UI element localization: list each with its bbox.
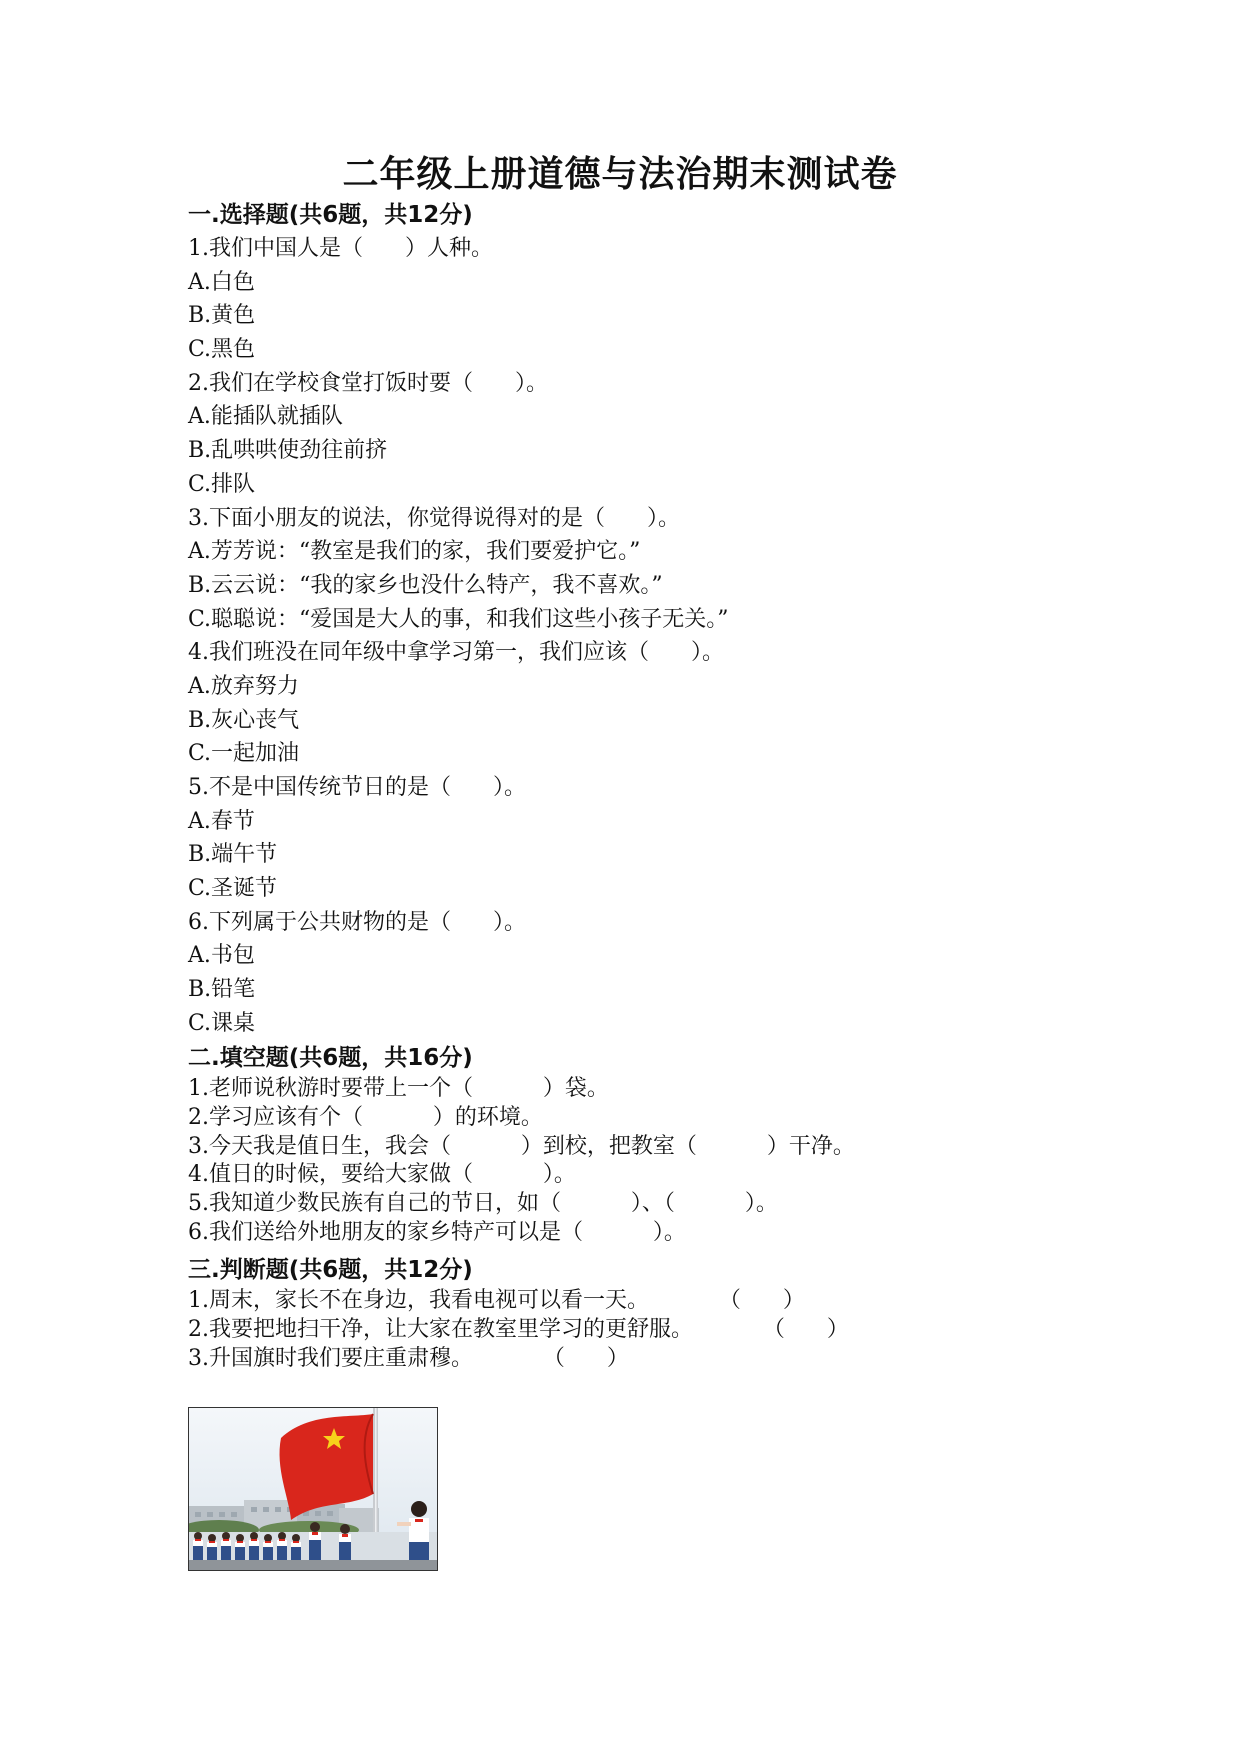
flag-raising-photo xyxy=(188,1407,438,1571)
option-line: B.灰心丧气 xyxy=(188,707,300,733)
option-line: B.乱哄哄使劲往前挤 xyxy=(188,438,388,464)
section-heading: 二.填空题(共6题，共16分) xyxy=(188,1045,473,1071)
option-line: C.排队 xyxy=(188,471,256,497)
option-line: C.黑色 xyxy=(188,337,256,363)
question-line: 1.老师说秋游时要带上一个（ ）袋。 xyxy=(188,1076,609,1101)
option-line: B.黄色 xyxy=(188,303,256,329)
section-true-false xyxy=(188,1253,1188,1373)
question-line: 6.下列属于公共财物的是（ ）。 xyxy=(188,909,526,935)
option-line: C.聪聪说：“爱国是大人的事，和我们这些小孩子无关。” xyxy=(188,606,729,632)
question-line: 3.升国旗时我们要庄重肃穆。 （ ） xyxy=(188,1345,629,1371)
option-line: C.一起加油 xyxy=(188,741,300,767)
question-line: 3.今天我是值日生，我会（ ）到校，把教室（ ）干净。 xyxy=(188,1133,855,1159)
flag-raising-illustration xyxy=(189,1408,437,1570)
question-line: 5.不是中国传统节日的是（ ）。 xyxy=(188,775,526,800)
question-line: 6.我们送给外地朋友的家乡特产可以是（ ）。 xyxy=(188,1219,686,1245)
question-line: 2.我们在学校食堂打饭时要（ ）。 xyxy=(188,370,548,396)
option-line: A.春节 xyxy=(188,808,255,834)
section-fill-in-blank xyxy=(188,1041,1188,1248)
exam-title: 二年级上册道德与法治期末测试卷 xyxy=(342,154,898,195)
option-line: B.端午节 xyxy=(188,842,278,868)
question-line: 1.我们中国人是（ ）人种。 xyxy=(188,236,493,261)
question-line: 2.我要把地扫干净，让大家在教室里学习的更舒服。 （ ） xyxy=(188,1316,849,1342)
section-heading: 一.选择题(共6题，共12分) xyxy=(188,202,473,228)
option-line: A.书包 xyxy=(188,943,255,969)
question-line: 4.我们班没在同年级中拿学习第一，我们应该（ ）。 xyxy=(188,640,724,666)
option-line: A.芳芳说：“教室是我们的家，我们要爱护它。” xyxy=(188,539,641,565)
section-multiple-choice xyxy=(188,198,1188,1041)
question-line: 2.学习应该有个（ ）的环境。 xyxy=(188,1104,543,1130)
option-line: A.放弃努力 xyxy=(188,673,299,699)
question-line: 5.我知道少数民族有自己的节日，如（ ）、（ ）。 xyxy=(188,1191,778,1217)
option-line: A.白色 xyxy=(188,269,255,295)
question-line: 3.下面小朋友的说法，你觉得说得对的是（ ）。 xyxy=(188,505,680,531)
option-line: C.课桌 xyxy=(188,1010,256,1036)
option-line: B.铅笔 xyxy=(188,977,256,1003)
question-line: 4.值日的时候，要给大家做（ ）。 xyxy=(188,1162,576,1188)
question-line: 1.周末，家长不在身边，我看电视可以看一天。 （ ） xyxy=(188,1288,805,1313)
option-line: B.云云说：“我的家乡也没什么特产，我不喜欢。” xyxy=(188,572,663,598)
section-heading: 三.判断题(共6题，共12分) xyxy=(188,1257,473,1283)
option-line: A.能插队就插队 xyxy=(188,404,343,430)
option-line: C.圣诞节 xyxy=(188,876,278,902)
